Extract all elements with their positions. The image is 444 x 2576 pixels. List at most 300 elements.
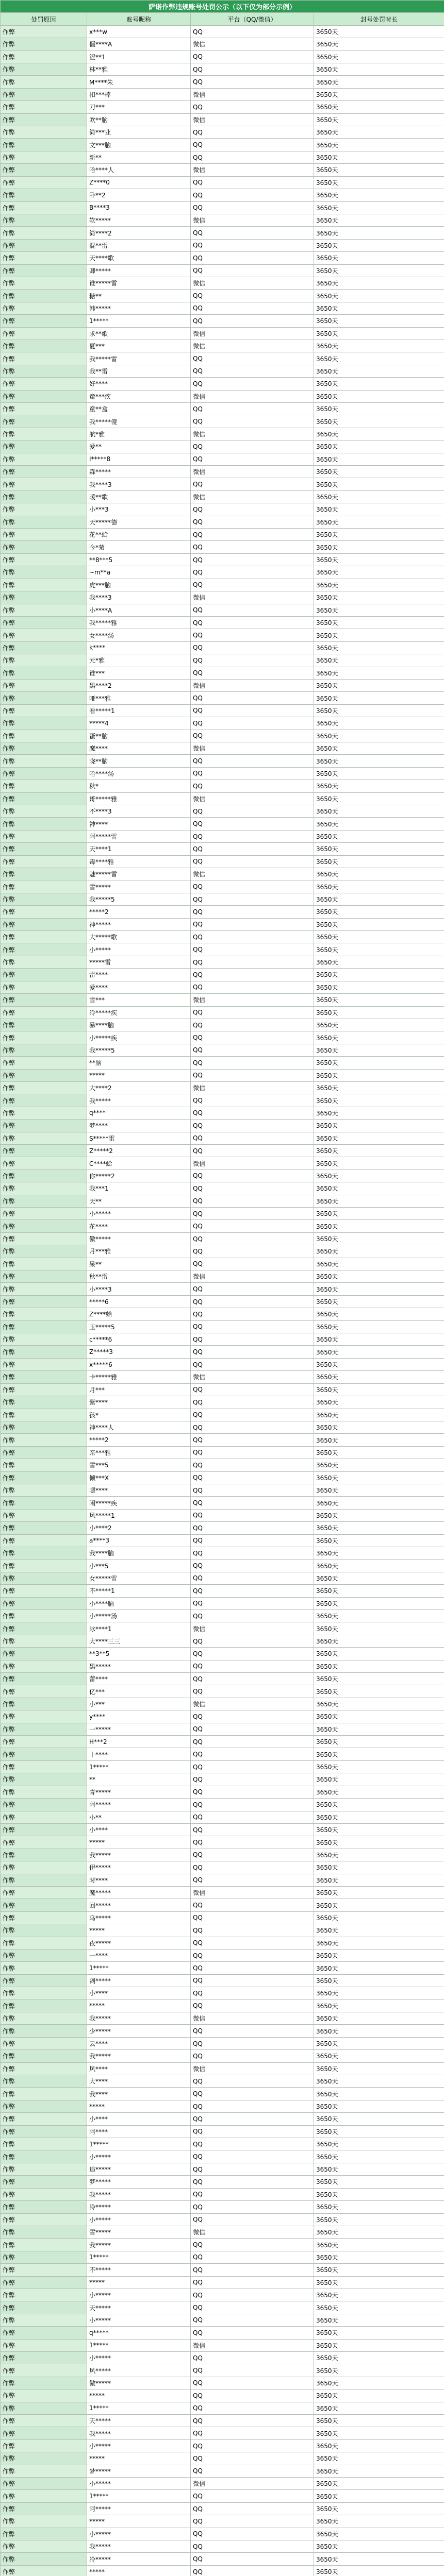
nickname-cell: 我*****: [87, 1094, 191, 1107]
table-row: [1, 2050, 444, 2062]
platform-cell: QQ: [191, 415, 314, 428]
table-row: [1, 2427, 444, 2439]
nickname-cell: 虎***脑: [87, 579, 191, 591]
table-row: [1, 1383, 444, 1396]
table-row: [1, 1396, 444, 1409]
table-row: [1, 478, 444, 490]
table-row: [1, 1107, 444, 1119]
table-row: [1, 780, 444, 792]
duration-cell: 3650天: [314, 2251, 444, 2263]
nickname-cell: 天*****: [87, 2415, 191, 2427]
reason-cell: 作弊: [1, 1019, 87, 1031]
table-row: [1, 1736, 444, 1748]
reason-cell: 作弊: [1, 2088, 87, 2100]
nickname-cell: 谁***: [87, 667, 191, 679]
nickname-cell: 花**蛤: [87, 529, 191, 541]
table-row: [1, 1748, 444, 1760]
duration-cell: 3650天: [314, 2427, 444, 2439]
platform-cell: QQ: [191, 805, 314, 818]
nickname-cell: 蕾****: [87, 1673, 191, 1685]
duration-cell: 3650天: [314, 1396, 444, 1409]
platform-cell: QQ: [191, 189, 314, 201]
table-row: [1, 2025, 444, 2037]
reason-cell: 作弊: [1, 818, 87, 830]
duration-cell: 3650天: [314, 390, 444, 402]
nickname-cell: 混**雷: [87, 239, 191, 251]
platform-cell: QQ: [191, 2188, 314, 2200]
platform-cell: QQ: [191, 1057, 314, 1069]
nickname-cell: 大****2: [87, 1081, 191, 1094]
nickname-cell: 1*****: [87, 2402, 191, 2414]
table-row: [1, 2565, 444, 2576]
table-row: [1, 1534, 444, 1547]
reason-cell: 作弊: [1, 2264, 87, 2276]
duration-cell: 3650天: [314, 252, 444, 264]
duration-cell: 3650天: [314, 227, 444, 239]
platform-cell: QQ: [191, 629, 314, 641]
reason-cell: 作弊: [1, 1999, 87, 2012]
platform-cell: QQ: [191, 1974, 314, 1987]
platform-cell: QQ: [191, 2213, 314, 2226]
nickname-cell: 好****: [87, 378, 191, 390]
platform-cell: QQ: [191, 2439, 314, 2452]
nickname-cell: 我*****: [87, 2050, 191, 2062]
platform-cell: QQ: [191, 1258, 314, 1270]
duration-cell: 3650天: [314, 1823, 444, 1836]
reason-cell: 作弊: [1, 1081, 87, 1094]
table-row: [1, 818, 444, 830]
nickname-cell: 韩*****: [87, 302, 191, 314]
table-row: [1, 428, 444, 440]
reason-cell: 作弊: [1, 2113, 87, 2125]
duration-cell: 3650天: [314, 880, 444, 893]
table-row: [1, 516, 444, 528]
table-row: [1, 1723, 444, 1735]
table-row: [1, 717, 444, 730]
reason-cell: 作弊: [1, 2251, 87, 2263]
nickname-cell: 魔****: [87, 742, 191, 754]
nickname-cell: 大*****歌: [87, 931, 191, 943]
reason-cell: 作弊: [1, 227, 87, 239]
nickname-cell: 月***: [87, 1383, 191, 1396]
reason-cell: 作弊: [1, 38, 87, 50]
reason-cell: 作弊: [1, 1760, 87, 1773]
duration-cell: 3650天: [314, 2351, 444, 2364]
platform-cell: QQ: [191, 1849, 314, 1861]
table-row: [1, 2314, 444, 2326]
table-row: [1, 1006, 444, 1019]
platform-cell: QQ: [191, 830, 314, 842]
platform-cell: QQ: [191, 1861, 314, 1874]
platform-cell: QQ: [191, 1170, 314, 1182]
nickname-cell: 雪*****: [87, 2226, 191, 2238]
nickname-cell: 小*****疾: [87, 1031, 191, 1044]
sheet-title: 萨诺作弊违规账号处罚公示（以下仅为部分示例）: [1, 1, 444, 13]
duration-cell: 3650天: [314, 1144, 444, 1157]
nickname-cell: 童**盒: [87, 403, 191, 415]
reason-cell: 作弊: [1, 1710, 87, 1723]
platform-cell: QQ: [191, 566, 314, 579]
nickname-cell: 小*****: [87, 2314, 191, 2326]
nickname-cell: *****雷: [87, 956, 191, 968]
nickname-cell: 新**: [87, 151, 191, 163]
platform-cell: QQ: [191, 1006, 314, 1019]
nickname-cell: *****: [87, 2100, 191, 2112]
nickname-cell: 小***3: [87, 503, 191, 516]
nickname-cell: 风*****1: [87, 1509, 191, 1521]
platform-cell: QQ: [191, 2389, 314, 2402]
platform-cell: QQ: [191, 956, 314, 968]
reason-cell: 作弊: [1, 1182, 87, 1195]
table-row: [1, 1811, 444, 1823]
table-row: [1, 1698, 444, 1710]
nickname-cell: q****: [87, 1107, 191, 1119]
reason-cell: 作弊: [1, 855, 87, 868]
duration-cell: 3650天: [314, 1799, 444, 1811]
duration-cell: 3650天: [314, 1685, 444, 1698]
nickname-cell: 小****: [87, 1987, 191, 1999]
duration-cell: 3650天: [314, 1409, 444, 1421]
reason-cell: 作弊: [1, 415, 87, 428]
table-row: [1, 906, 444, 918]
duration-cell: 3650天: [314, 25, 444, 38]
nickname-cell: 梦*****: [87, 2176, 191, 2188]
platform-cell: QQ: [191, 1962, 314, 1974]
duration-cell: 3650天: [314, 2012, 444, 2025]
nickname-cell: 卿*****: [87, 264, 191, 277]
duration-cell: 3650天: [314, 1622, 444, 1635]
reason-cell: 作弊: [1, 780, 87, 792]
duration-cell: 3650天: [314, 566, 444, 579]
nickname-cell: 小****: [87, 2113, 191, 2125]
platform-cell: QQ: [191, 2314, 314, 2326]
reason-cell: 作弊: [1, 1736, 87, 1748]
reason-cell: 作弊: [1, 453, 87, 465]
platform-cell: QQ: [191, 302, 314, 314]
table-row: [1, 2088, 444, 2100]
table-row: [1, 440, 444, 453]
platform-cell: QQ: [191, 1497, 314, 1509]
table-row: [1, 1057, 444, 1069]
nickname-cell: 亿***: [87, 1685, 191, 1698]
table-row: [1, 579, 444, 591]
platform-cell: QQ: [191, 730, 314, 742]
duration-cell: 3650天: [314, 1547, 444, 1559]
duration-cell: 3650天: [314, 2377, 444, 2389]
reason-cell: 作弊: [1, 2490, 87, 2502]
platform-cell: QQ: [191, 2239, 314, 2251]
platform-cell: QQ: [191, 63, 314, 76]
table-row: [1, 1094, 444, 1107]
nickname-cell: 我*****雅: [87, 616, 191, 629]
reason-cell: 作弊: [1, 1811, 87, 1823]
duration-cell: 3650天: [314, 1911, 444, 1924]
reason-cell: 作弊: [1, 2226, 87, 2238]
platform-cell: QQ: [191, 2113, 314, 2125]
platform-cell: QQ: [191, 2490, 314, 2502]
platform-cell: QQ: [191, 1999, 314, 2012]
reason-cell: 作弊: [1, 566, 87, 579]
duration-cell: 3650天: [314, 906, 444, 918]
table-row: [1, 1509, 444, 1521]
platform-cell: QQ: [191, 315, 314, 327]
table-row: [1, 1760, 444, 1773]
platform-cell: QQ: [191, 1673, 314, 1685]
table-row: [1, 2540, 444, 2553]
duration-cell: 3650天: [314, 1698, 444, 1710]
nickname-cell: **3**5: [87, 1648, 191, 1660]
reason-cell: 作弊: [1, 1157, 87, 1170]
platform-cell: QQ: [191, 1232, 314, 1245]
table-row: [1, 1974, 444, 1987]
reason-cell: 作弊: [1, 1120, 87, 1132]
nickname-cell: B****3: [87, 201, 191, 214]
duration-cell: 3650天: [314, 453, 444, 465]
duration-cell: 3650天: [314, 1949, 444, 1961]
table-row: [1, 956, 444, 968]
reason-cell: 作弊: [1, 151, 87, 163]
duration-cell: 3650天: [314, 2125, 444, 2138]
table-row: [1, 692, 444, 704]
reason-cell: 作弊: [1, 1799, 87, 1811]
table-row: [1, 1610, 444, 1622]
duration-cell: 3650天: [314, 1120, 444, 1132]
platform-cell: QQ: [191, 2540, 314, 2553]
nickname-cell: 我*****: [87, 2540, 191, 2553]
reason-cell: 作弊: [1, 1534, 87, 1547]
reason-cell: 作弊: [1, 1861, 87, 1874]
platform-cell: QQ: [191, 76, 314, 88]
header-duration: 封号处罚时长: [314, 13, 444, 25]
table-row: [1, 1308, 444, 1320]
nickname-cell: 小**: [87, 1811, 191, 1823]
table-row: [1, 1874, 444, 1886]
platform-cell: QQ: [191, 2289, 314, 2301]
reason-cell: 作弊: [1, 1610, 87, 1622]
table-row: [1, 2478, 444, 2490]
duration-cell: 3650天: [314, 1811, 444, 1823]
nickname-cell: 少*****: [87, 2025, 191, 2037]
reason-cell: 作弊: [1, 1849, 87, 1861]
nickname-cell: H***2: [87, 1736, 191, 1748]
duration-cell: 3650天: [314, 2289, 444, 2301]
duration-cell: 3650天: [314, 591, 444, 604]
table-row: [1, 2339, 444, 2351]
table-row: [1, 1547, 444, 1559]
table-row: [1, 604, 444, 616]
table-row: [1, 403, 444, 415]
platform-cell: 微信: [191, 1622, 314, 1635]
table-row: [1, 50, 444, 63]
reason-cell: 作弊: [1, 1509, 87, 1521]
duration-cell: 3650天: [314, 2239, 444, 2251]
duration-cell: 3650天: [314, 1333, 444, 1346]
nickname-cell: Z*****2: [87, 1144, 191, 1157]
nickname-cell: 呆**: [87, 1258, 191, 1270]
nickname-cell: M****朱: [87, 76, 191, 88]
nickname-cell: *****: [87, 2276, 191, 2289]
reason-cell: 作弊: [1, 2478, 87, 2490]
reason-cell: 作弊: [1, 1773, 87, 1786]
platform-cell: 微信: [191, 679, 314, 691]
reason-cell: 作弊: [1, 88, 87, 100]
table-body: [1, 25, 444, 2576]
table-row: [1, 1999, 444, 2012]
reason-cell: 作弊: [1, 1333, 87, 1346]
duration-cell: 3650天: [314, 290, 444, 302]
nickname-cell: 林**雅: [87, 63, 191, 76]
nickname-cell: 雪*****: [87, 880, 191, 893]
nickname-cell: 小****脑: [87, 1597, 191, 1609]
platform-cell: QQ: [191, 2565, 314, 2576]
table-row: [1, 2389, 444, 2402]
platform-cell: QQ: [191, 2502, 314, 2515]
platform-cell: 微信: [191, 1157, 314, 1170]
reason-cell: 作弊: [1, 1132, 87, 1144]
nickname-cell: 哈****人: [87, 164, 191, 176]
reason-cell: 作弊: [1, 591, 87, 604]
duration-cell: 3650天: [314, 1421, 444, 1433]
reason-cell: 作弊: [1, 994, 87, 1006]
reason-cell: 作弊: [1, 1911, 87, 1924]
duration-cell: 3650天: [314, 503, 444, 516]
reason-cell: 作弊: [1, 139, 87, 151]
table-row: [1, 1320, 444, 1333]
reason-cell: 作弊: [1, 2502, 87, 2515]
duration-cell: 3650天: [314, 466, 444, 478]
nickname-cell: 青*****: [87, 1786, 191, 1798]
reason-cell: 作弊: [1, 2050, 87, 2062]
platform-cell: QQ: [191, 478, 314, 490]
platform-cell: QQ: [191, 579, 314, 591]
table-row: [1, 1459, 444, 1471]
table-row: [1, 1861, 444, 1874]
duration-cell: 3650天: [314, 629, 444, 641]
table-row: [1, 2327, 444, 2339]
duration-cell: 3650天: [314, 1208, 444, 1220]
nickname-cell: 我*****: [87, 2239, 191, 2251]
nickname-cell: 十****: [87, 1748, 191, 1760]
duration-cell: 3650天: [314, 2088, 444, 2100]
duration-cell: 3650天: [314, 1786, 444, 1798]
reason-cell: 作弊: [1, 2377, 87, 2389]
nickname-cell: 黑****2: [87, 679, 191, 691]
duration-cell: 3650天: [314, 1962, 444, 1974]
reason-cell: 作弊: [1, 1044, 87, 1056]
duration-cell: 3650天: [314, 1308, 444, 1320]
reason-cell: 作弊: [1, 1258, 87, 1270]
platform-cell: 微信: [191, 466, 314, 478]
nickname-cell: 1*****: [87, 1962, 191, 1974]
reason-cell: 作弊: [1, 1371, 87, 1383]
platform-cell: QQ: [191, 403, 314, 415]
platform-cell: QQ: [191, 503, 314, 516]
reason-cell: 作弊: [1, 352, 87, 365]
table-row: [1, 2415, 444, 2427]
duration-cell: 3650天: [314, 1760, 444, 1773]
duration-cell: 3650天: [314, 214, 444, 226]
reason-cell: 作弊: [1, 1270, 87, 1283]
nickname-cell: *****6: [87, 1295, 191, 1308]
reason-cell: 作弊: [1, 1057, 87, 1069]
nickname-cell: 小****3: [87, 1283, 191, 1295]
reason-cell: 作弊: [1, 2465, 87, 2477]
nickname-cell: 夏***: [87, 340, 191, 352]
platform-cell: QQ: [191, 1572, 314, 1584]
duration-cell: 3650天: [314, 553, 444, 566]
nickname-cell: Z****0: [87, 176, 191, 189]
duration-cell: 3650天: [314, 2037, 444, 2049]
nickname-cell: *****: [87, 2565, 191, 2576]
nickname-cell: 1*****: [87, 315, 191, 327]
nickname-cell: 爱**: [87, 440, 191, 453]
platform-cell: QQ: [191, 1120, 314, 1132]
platform-cell: QQ: [191, 2377, 314, 2389]
nickname-cell: 夜*****: [87, 1937, 191, 1949]
platform-cell: QQ: [191, 818, 314, 830]
table-row: [1, 2226, 444, 2238]
table-row: [1, 1773, 444, 1786]
reason-cell: 作弊: [1, 805, 87, 818]
duration-cell: 3650天: [314, 76, 444, 88]
reason-cell: 作弊: [1, 264, 87, 277]
table-row: [1, 2075, 444, 2088]
duration-cell: 3650天: [314, 2439, 444, 2452]
table-row: [1, 1471, 444, 1484]
reason-cell: 作弊: [1, 1421, 87, 1433]
platform-cell: QQ: [191, 918, 314, 930]
platform-cell: 微信: [191, 390, 314, 402]
platform-cell: 微信: [191, 868, 314, 880]
table-row: [1, 1949, 444, 1961]
nickname-cell: 哈****汤: [87, 767, 191, 779]
reason-cell: 作弊: [1, 755, 87, 767]
reason-cell: 作弊: [1, 1094, 87, 1107]
platform-cell: QQ: [191, 201, 314, 214]
table-row: [1, 2301, 444, 2314]
reason-cell: 作弊: [1, 2150, 87, 2163]
nickname-cell: 天*****: [87, 2301, 191, 2314]
nickname-cell: 小***5: [87, 1560, 191, 1572]
header-row: [1, 13, 444, 25]
platform-cell: QQ: [191, 2075, 314, 2088]
reason-cell: 作弊: [1, 2188, 87, 2200]
reason-cell: 作弊: [1, 2314, 87, 2326]
nickname-cell: 女****汤: [87, 629, 191, 641]
table-row: [1, 1371, 444, 1383]
duration-cell: 3650天: [314, 830, 444, 842]
platform-cell: QQ: [191, 2553, 314, 2565]
nickname-cell: 乌*****: [87, 1911, 191, 1924]
table-row: [1, 340, 444, 352]
table-row: [1, 893, 444, 905]
duration-cell: 3650天: [314, 2565, 444, 2576]
nickname-cell: 阿****: [87, 2125, 191, 2138]
nickname-cell: *****2: [87, 906, 191, 918]
reason-cell: 作弊: [1, 1383, 87, 1396]
platform-cell: QQ: [191, 1358, 314, 1370]
platform-cell: 微信: [191, 2062, 314, 2075]
table-row: [1, 2377, 444, 2389]
nickname-cell: q*****: [87, 2327, 191, 2339]
nickname-cell: 1*****: [87, 2490, 191, 2502]
duration-cell: 3650天: [314, 704, 444, 717]
reason-cell: 作弊: [1, 2427, 87, 2439]
platform-cell: 微信: [191, 327, 314, 340]
duration-cell: 3650天: [314, 1610, 444, 1622]
duration-cell: 3650天: [314, 2050, 444, 2062]
duration-cell: 3650天: [314, 1710, 444, 1723]
